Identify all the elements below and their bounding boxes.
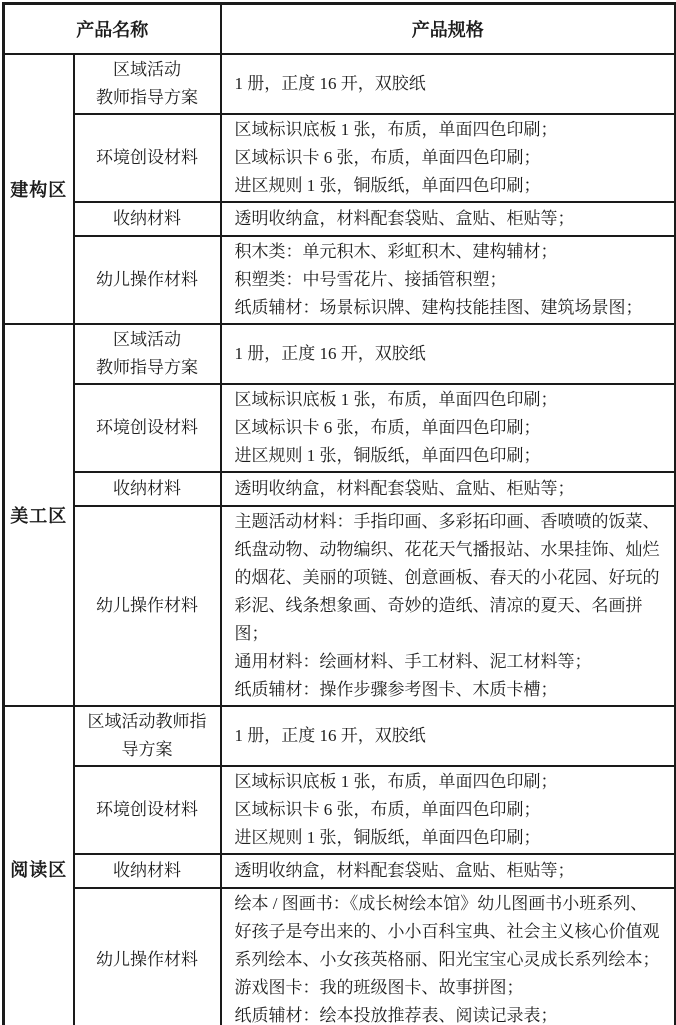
table-row: [4, 472, 676, 506]
spec-line: 积木类：单元积木、彩虹积木、建构辅材；: [234, 241, 558, 261]
spec-line: 游戏图卡：我的班级图卡、故事拼图；: [234, 977, 524, 997]
row-label: 区域活动 教师指导方案: [74, 54, 221, 114]
row-label: 幼儿操作材料: [74, 506, 221, 706]
spec-line: 主题活动材料：手指印画、多彩拓印画、香喷喷的饭菜、纸盘动物、动物编织、花花天气播报站、水果挂饰、灿烂的烟花、美丽的项链、创意画板、春天的小花园、好玩的彩泥、线条想象画、奇妙的造纸、清凉的夏天、名画拼图；: [234, 511, 660, 643]
row-spec: [221, 114, 676, 202]
row-spec: [221, 54, 676, 114]
spec-line: 进区规则 1 张，铜版纸，单面四色印刷；: [234, 175, 541, 195]
spec-line: 区域标识底板 1 张，布质，单面四色印刷；: [234, 389, 558, 409]
area-label-art: 美工区: [4, 324, 74, 706]
spec-line: 透明收纳盒，材料配套袋贴、盒贴、柜贴等；: [234, 860, 575, 880]
product-spec-table: [2, 2, 676, 1025]
spec-line: 进区规则 1 张，铜版纸，单面四色印刷；: [234, 445, 541, 465]
spec-line: 区域标识底板 1 张，布质，单面四色印刷；: [234, 771, 558, 791]
spec-line: 纸质辅材：场景标识牌、建构技能挂图、建筑场景图；: [234, 297, 643, 317]
area-label-construction: 建构区: [4, 54, 74, 324]
table-row: [4, 766, 676, 854]
spec-line: 区域标识卡 6 张，布质，单面四色印刷；: [234, 799, 541, 819]
row-spec: [221, 888, 676, 1025]
spec-line: 纸质辅材：绘本投放推荐表、阅读记录表；: [234, 1005, 558, 1025]
table-row: [4, 854, 676, 888]
row-label: 环境创设材料: [74, 384, 221, 472]
spec-line: 区域标识卡 6 张，布质，单面四色印刷；: [234, 417, 541, 437]
row-label: 幼儿操作材料: [74, 236, 221, 324]
row-spec: [221, 236, 676, 324]
table-row: [4, 202, 676, 236]
spec-line: 绘本 / 图画书：《成长树绘本馆》幼儿图画书小班系列、好孩子是夸出来的、小小百科宝典、社会主义核心价值观系列绘本、小女孩英格丽、阳光宝宝心灵成长系列绘本；: [234, 893, 660, 969]
row-spec: [221, 202, 676, 236]
spec-line: 纸质辅材：操作步骤参考图卡、木质卡槽；: [234, 679, 558, 699]
spec-line: 1 册，正度 16 开，双胶纸: [234, 343, 426, 363]
table-row: [4, 506, 676, 706]
row-spec: [221, 472, 676, 506]
row-spec: [221, 706, 676, 766]
row-spec: [221, 854, 676, 888]
spec-line: 通用材料：绘画材料、手工材料、泥工材料等；: [234, 651, 592, 671]
spec-line: 1 册，正度 16 开，双胶纸: [234, 725, 426, 745]
row-spec: [221, 324, 676, 384]
row-spec: [221, 384, 676, 472]
table-row: [4, 706, 676, 766]
table-row: [4, 236, 676, 324]
table-row: [4, 54, 676, 114]
table-row: [4, 114, 676, 202]
row-label: 收纳材料: [74, 472, 221, 506]
row-label: 区域活动 教师指导方案: [74, 324, 221, 384]
row-label: 环境创设材料: [74, 114, 221, 202]
area-label-reading: 阅读区: [4, 706, 74, 1025]
table-row: [4, 324, 676, 384]
header-product-spec: 产品规格: [221, 4, 676, 54]
row-label: 收纳材料: [74, 202, 221, 236]
spec-line: 透明收纳盒，材料配套袋贴、盒贴、柜贴等；: [234, 208, 575, 228]
spec-line: 1 册，正度 16 开，双胶纸: [234, 73, 426, 93]
row-label: 区域活动教师指导方案: [74, 706, 221, 766]
row-label: 幼儿操作材料: [74, 888, 221, 1025]
header-product-name: 产品名称: [4, 4, 221, 54]
row-label: 收纳材料: [74, 854, 221, 888]
table-row: [4, 888, 676, 1025]
table-header-row: [4, 4, 676, 54]
spec-line: 透明收纳盒，材料配套袋贴、盒贴、柜贴等；: [234, 478, 575, 498]
spec-line: 积塑类：中号雪花片、接插管积塑；: [234, 269, 507, 289]
row-spec: [221, 766, 676, 854]
table-row: [4, 384, 676, 472]
spec-line: 进区规则 1 张，铜版纸，单面四色印刷；: [234, 827, 541, 847]
row-label: 环境创设材料: [74, 766, 221, 854]
spec-line: 区域标识卡 6 张，布质，单面四色印刷；: [234, 147, 541, 167]
spec-line: 区域标识底板 1 张，布质，单面四色印刷；: [234, 119, 558, 139]
row-spec: [221, 506, 676, 706]
